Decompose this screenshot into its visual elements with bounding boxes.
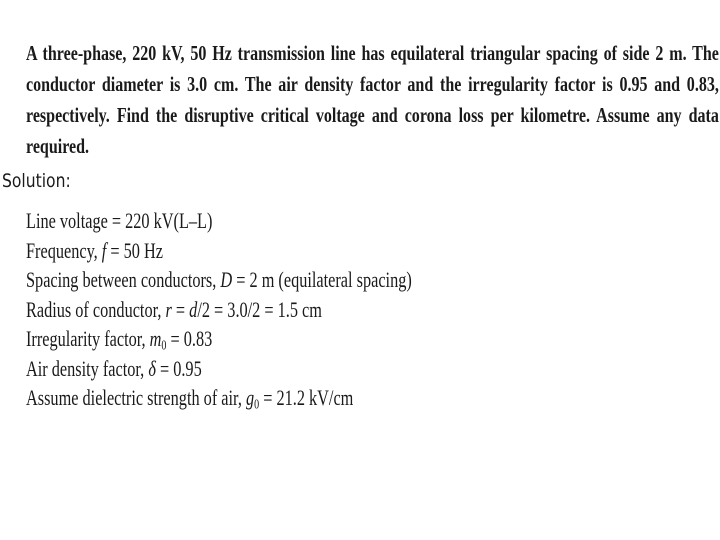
solution-heading: Solution:: [2, 170, 71, 192]
radius-value: /2 = 3.0/2 = 1.5 cm: [197, 296, 322, 322]
dielectric-label: Assume dielectric strength of air,: [26, 385, 246, 410]
radius-label: Radius of conductor,: [26, 296, 166, 322]
radius-symbol: r: [165, 296, 172, 322]
radius-line: [26, 295, 412, 325]
dielectric-subscript: 0: [254, 396, 260, 412]
spacing-symbol: D: [220, 267, 233, 292]
air-density-value: = 0.95: [155, 355, 202, 381]
frequency-label: Frequency,: [26, 237, 102, 263]
spacing-label: Spacing between conductors,: [26, 267, 221, 292]
line-voltage-text: Line voltage = 220 kV(L–L): [26, 208, 213, 233]
spacing-value: = 2 m (equilateral spacing): [232, 267, 412, 292]
irregularity-line: [26, 324, 412, 354]
irregularity-value: = 0.83: [166, 326, 213, 351]
air-density-symbol: δ: [148, 355, 156, 381]
problem-statement: A three-phase, 220 kV, 50 Hz transmission line has equilateral triangular spacing of side 2 m. The conductor diameter is 3.0 cm. The air density factor and the irregularity factor is 0.95 and 0.83, respectively. Find the disruptive critical voltage and corona loss per kilometre. Assume any data required.: [26, 41, 719, 158]
frequency-line: [26, 236, 412, 266]
dielectric-strength-line: [26, 383, 412, 413]
frequency-value: = 50 Hz: [106, 237, 163, 263]
dielectric-symbol: g: [245, 385, 255, 410]
irregularity-subscript: 0: [161, 337, 167, 353]
radius-equals: =: [171, 296, 190, 322]
irregularity-symbol: m: [149, 326, 162, 351]
spacing-line: [26, 265, 412, 295]
dielectric-value: = 21.2 kV/cm: [259, 385, 354, 410]
solution-given-data-list: [26, 206, 547, 413]
air-density-label: Air density factor,: [26, 355, 149, 381]
irregularity-label: Irregularity factor,: [26, 326, 150, 351]
frequency-symbol: f: [101, 237, 107, 263]
air-density-line: [26, 354, 412, 384]
line-voltage-line: [26, 206, 412, 236]
diameter-symbol: d: [189, 296, 198, 322]
